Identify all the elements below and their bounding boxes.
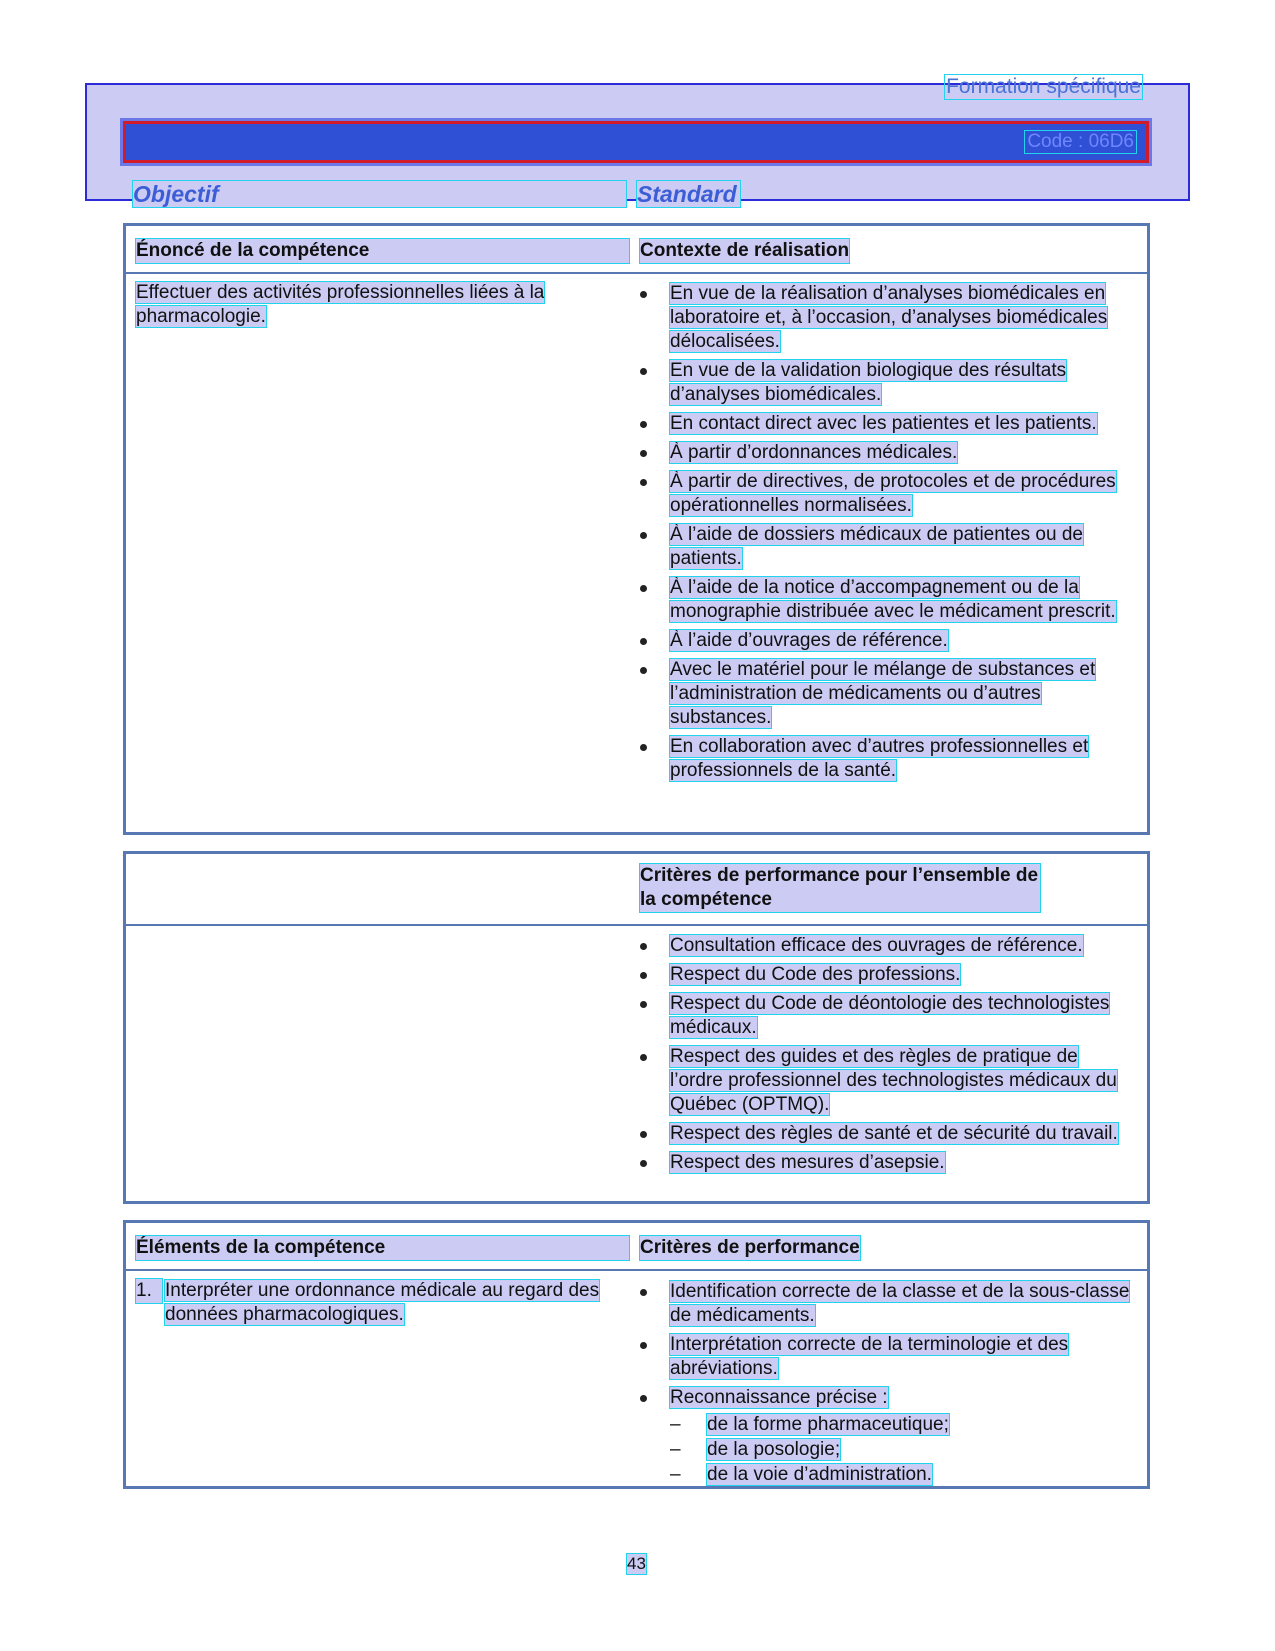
contexte-item: À partir d’ordonnances médicales. — [670, 442, 958, 463]
bullet-icon — [640, 943, 647, 950]
standard-heading: Standard — [637, 181, 740, 207]
sub-list-item — [670, 1437, 1132, 1462]
enonce-header: Énoncé de la compétence — [136, 239, 629, 263]
list-item — [640, 412, 1132, 436]
list-item — [640, 658, 1132, 730]
code-label: Code : 06D6 — [1027, 131, 1134, 152]
list-item — [640, 1333, 1132, 1381]
list-item — [640, 1151, 1132, 1175]
bullet-icon — [640, 1160, 647, 1167]
critere-item: Reconnaissance précise : — [670, 1387, 888, 1408]
list-item — [640, 934, 1132, 958]
page-number: 43 — [627, 1554, 646, 1573]
elements-table — [123, 1220, 1150, 1489]
critere-item: Respect des mesures d’asepsie. — [670, 1152, 945, 1173]
objectif-heading: Objectif — [133, 181, 626, 207]
list-item — [640, 1386, 1132, 1487]
list-item — [640, 1045, 1132, 1117]
list-item — [640, 735, 1132, 783]
competence-table — [123, 223, 1150, 835]
contexte-list — [640, 282, 1132, 788]
list-item — [640, 359, 1132, 407]
list-item — [640, 523, 1132, 571]
bullet-icon — [640, 368, 647, 375]
competence-table-header — [126, 226, 1147, 274]
list-item — [640, 441, 1132, 465]
bullet-icon — [640, 744, 647, 751]
bullet-icon — [640, 421, 647, 428]
bullet-icon — [640, 450, 647, 457]
critere-item: Consultation efficace des ouvrages de référence. — [670, 935, 1083, 956]
critere-item: Identification correcte de la classe et de la sous-classe de médicaments. — [670, 1281, 1130, 1326]
dash-icon: – — [670, 1464, 681, 1485]
list-item — [640, 963, 1132, 987]
formation-label: Formation spécifique — [946, 75, 1141, 98]
sub-critere-item: de la voie d’administration. — [707, 1464, 932, 1485]
contexte-item: Avec le matériel pour le mélange de substances et l’administration de médicaments ou d’autres substances. — [670, 659, 1096, 728]
bullet-icon — [640, 532, 647, 539]
bullet-icon — [640, 1131, 647, 1138]
sub-critere-item: de la forme pharmaceutique; — [707, 1414, 949, 1435]
sub-list-item — [670, 1462, 1132, 1487]
code-bar — [123, 121, 1149, 163]
sub-critere-item: de la posologie; — [707, 1439, 841, 1460]
criteres-header: Critères de performance — [640, 1237, 860, 1258]
sub-list-item — [670, 1412, 1132, 1437]
enonce-text: Effectuer des activités professionnelles liées à la pharmacologie. — [136, 282, 545, 327]
criteres-ensemble-list — [640, 934, 1132, 1180]
critere-item: Interprétation correcte de la terminologie et des abréviations. — [670, 1334, 1069, 1379]
contexte-item: À l’aide de dossiers médicaux de patientes ou de patients. — [670, 524, 1083, 569]
criteres-ensemble-title: Critères de performance pour l’ensemble de la compétence — [640, 865, 1039, 910]
bullet-icon — [640, 1289, 647, 1296]
contexte-item: À l’aide de la notice d’accompagnement ou de la monographie distribuée avec le médicament prescrit. — [670, 577, 1116, 622]
critere-item: Respect des règles de santé et de sécurité du travail. — [670, 1123, 1118, 1144]
list-item — [640, 282, 1132, 354]
element-text-wrap — [136, 1279, 629, 1327]
bullet-icon — [640, 585, 647, 592]
contexte-item: En vue de la validation biologique des résultats d’analyses biomédicales. — [670, 360, 1067, 405]
criteres-list — [640, 1280, 1132, 1492]
bullet-icon — [640, 291, 647, 298]
bullet-icon — [640, 1342, 647, 1349]
element-cell — [136, 1279, 629, 1327]
list-item — [640, 629, 1132, 653]
criteres-ensemble-table — [123, 851, 1150, 1204]
bullet-icon — [640, 638, 647, 645]
sub-criteres-list — [670, 1412, 1132, 1487]
contexte-item: En contact direct avec les patientes et les patients. — [670, 413, 1097, 434]
dash-icon: – — [670, 1414, 681, 1435]
elements-table-header — [126, 1223, 1147, 1271]
bullet-icon — [640, 1395, 647, 1402]
list-item — [640, 1280, 1132, 1328]
elements-header: Éléments de la compétence — [136, 1236, 629, 1260]
critere-item: Respect du Code de déontologie des technologistes médicaux. — [670, 993, 1110, 1038]
contexte-item: À partir de directives, de protocoles et de procédures opérationnelles normalisées. — [670, 471, 1116, 516]
bullet-icon — [640, 972, 647, 979]
bullet-icon — [640, 1001, 647, 1008]
list-item — [640, 992, 1132, 1040]
bullet-icon — [640, 1054, 647, 1061]
list-item — [640, 1122, 1132, 1146]
element-text: Interpréter une ordonnance médicale au regard des données pharmacologiques. — [165, 1280, 600, 1325]
contexte-item: En collaboration avec d’autres professionnelles et professionnels de la santé. — [670, 736, 1089, 781]
element-number: 1. — [136, 1279, 162, 1303]
contexte-item: À l’aide d’ouvrages de référence. — [670, 630, 948, 651]
contexte-header: Contexte de réalisation — [640, 240, 850, 261]
list-item — [640, 470, 1132, 518]
critere-item: Respect du Code des professions. — [670, 964, 961, 985]
bullet-icon — [640, 479, 647, 486]
criteres-ensemble-header — [126, 854, 1147, 926]
contexte-item: En vue de la réalisation d’analyses biomédicales en laboratoire et, à l’occasion, d’analyses biomédicales délocalisées. — [670, 283, 1108, 352]
list-item — [640, 576, 1132, 624]
dash-icon: – — [670, 1439, 681, 1460]
enonce-cell — [136, 281, 629, 329]
bullet-icon — [640, 667, 647, 674]
critere-item: Respect des guides et des règles de pratique de l’ordre professionnel des technologistes médicaux du Québec (OPTMQ). — [670, 1046, 1117, 1115]
